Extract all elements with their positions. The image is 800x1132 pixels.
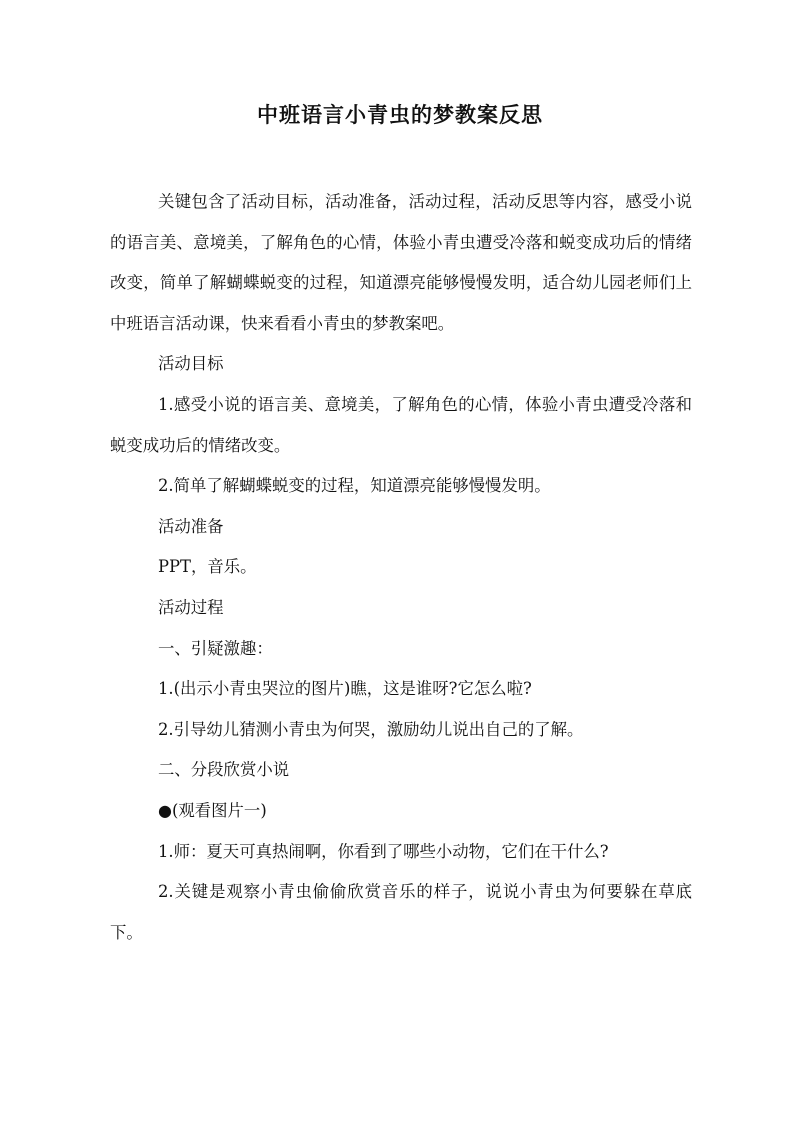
process-step-heading-1: 一、引疑激趣：: [158, 638, 273, 658]
bullet-icon: ●: [158, 800, 172, 820]
document-body: [110, 182, 692, 953]
process-item-1: 1.(出示小青虫哭泣的图片)瞧，这是谁呀?它怎么啦?: [158, 679, 532, 699]
preparation-text: PPT，音乐。: [158, 557, 257, 577]
process-step-heading-2: 二、分段欣赏小说: [158, 760, 290, 780]
process-item-2: 2.引导幼儿猜测小青虫为何哭，激励幼儿说出自己的了解。: [158, 719, 584, 739]
discussion-item-2: 2.关键是观察小青虫偷偷欣赏音乐的样子，说说小青虫为何要躲在草底下。: [110, 882, 692, 942]
section-heading-goals: 活动目标: [158, 354, 224, 374]
goal-item-1: 1.感受小说的语言美、意境美，了解角色的心情，体验小青虫遭受冷落和蜕变成功后的情绪改变。: [110, 394, 692, 455]
discussion-item-1: 1.师：夏天可真热闹啊，你看到了哪些小动物，它们在干什么?: [158, 841, 609, 861]
section-heading-process: 活动过程: [158, 597, 224, 617]
section-heading-preparation: 活动准备: [158, 516, 224, 536]
document-title: 中班语言小青虫的梦教案反思: [257, 102, 543, 127]
goal-item-2: 2.简单了解蝴蝶蜕变的过程，知道漂亮能够慢慢发明。: [158, 476, 551, 496]
intro-paragraph: 关键包含了活动目标，活动准备，活动过程，活动反思等内容，感受小说的语言美、意境美，了解角色的心情，体验小青虫遭受冷落和蜕变成功后的情绪改变，简单了解蝴蝶蜕变的过程，知道漂亮能够慢慢发明，适合幼儿园老师们上中班语言活动课，快来看看小青虫的梦教案吧。: [110, 192, 692, 333]
bullet-line: [110, 791, 692, 832]
bullet-text: (观看图片一): [171, 800, 267, 820]
